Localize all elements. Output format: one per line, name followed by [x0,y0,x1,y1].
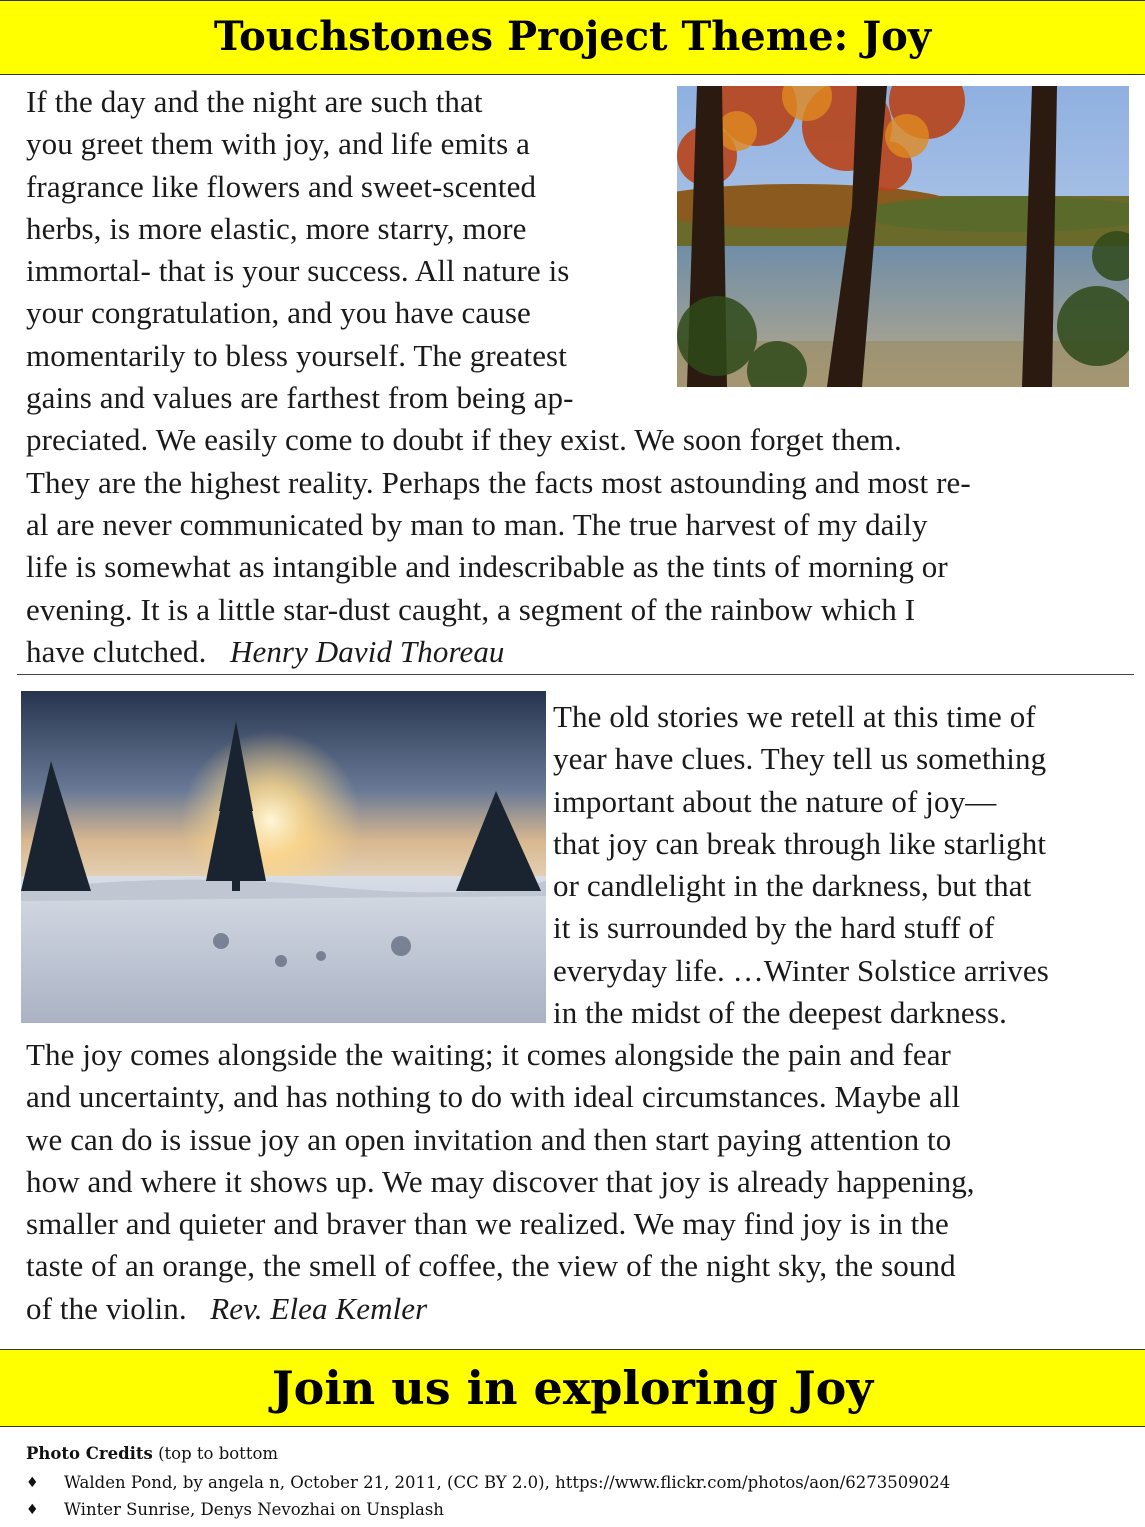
quote-line: taste of an orange, the smell of coffee, the view of the night sky, the sound [26,1248,956,1284]
quote-line: fragrance like flowers and sweet-scented [26,168,537,204]
diamond-bullet-icon: ♦ [26,1474,39,1491]
photo-credits-heading [26,1444,1126,1463]
credit-text: Winter Sunrise, Denys Nevozhai on Unsplash [64,1500,444,1519]
quote-line: preciated. We easily come to doubt if they exist. We soon forget them. [26,422,902,458]
section-divider [17,674,1134,675]
thoreau-quote [26,81,1126,673]
page-title: Touchstones Project Theme: Joy [213,13,932,60]
quote-line: your congratulation, and you have cause [26,295,531,331]
quote-line: gains and values are farthest from being ap- [26,380,574,416]
quote-author: Henry David Thoreau [229,633,505,669]
quote-line: smaller and quieter and braver than we realized. We may find joy is in the [26,1206,949,1242]
quote-author: Rev. Elea Kemler [210,1290,428,1326]
quote-line: we can do is issue joy an open invitation and then start paying attention to [26,1121,952,1157]
quote-line: The joy comes alongside the waiting; it comes alongside the pain and fear [26,1037,951,1072]
credit-text: Walden Pond, by angela n, October 21, 2011, (CC BY 2.0), https://www.flickr.com/photos/aon/6273509024 [64,1473,951,1492]
call-to-action-text: Join us in exploring Joy [271,1361,874,1415]
quote-line: you greet them with joy, and life emits a [26,126,530,162]
quote-line: how and where it shows up. We may discover that joy is already happening, [26,1163,975,1199]
photo-credits [26,1444,1126,1523]
quote-line: The old stories we retell at this time of [553,699,1036,734]
winter-sunrise-photo [21,691,546,1023]
quote-line: that joy can break through like starlight [553,825,1047,861]
quote-line: immortal- that is your success. All nature is [26,253,570,289]
credit-item [26,1496,1126,1523]
quote-line: momentarily to bless yourself. The greatest [26,337,567,373]
quote-line: life is somewhat as intangible and indescribable as the tints of morning or [26,549,948,585]
quote-line: in the midst of the deepest darkness. [553,995,1007,1031]
quote-line: have clutched. [26,633,207,669]
kemler-quote-continuation [26,1034,1126,1330]
quote-line: evening. It is a little star-dust caught, a segment of the rainbow which I [26,591,916,627]
quote-line: and uncertainty, and has nothing to do with ideal circumstances. Maybe all [26,1079,961,1115]
quote-last-line [26,631,1126,673]
photo-credits-note: (top to bottom [152,1444,279,1463]
quote-line: of the violin. [26,1290,187,1326]
quote-line: al are never communicated by man to man. The true harvest of my daily [26,506,928,542]
quote-last-line [26,1288,1126,1330]
credit-item [26,1469,1126,1496]
quote-line: year have clues. They tell us something [553,741,1047,777]
quote-line: If the day and the night are such that [26,84,483,119]
kemler-quote-opening [553,696,1133,1034]
quote-line: it is surrounded by the hard stuff of [553,910,995,946]
diamond-bullet-icon: ♦ [26,1501,39,1518]
call-to-action-banner [0,1349,1145,1427]
quote-line: everyday life. …Winter Solstice arrives [553,952,1049,988]
quote-line: They are the highest reality. Perhaps the facts most astounding and most re- [26,464,971,500]
theme-title-banner [0,0,1145,75]
quote-line: herbs, is more elastic, more starry, more [26,210,527,246]
photo-credits-label: Photo Credits [26,1444,153,1463]
quote-line: or candlelight in the darkness, but that [553,868,1032,904]
quote-line: important about the nature of joy— [553,783,997,819]
